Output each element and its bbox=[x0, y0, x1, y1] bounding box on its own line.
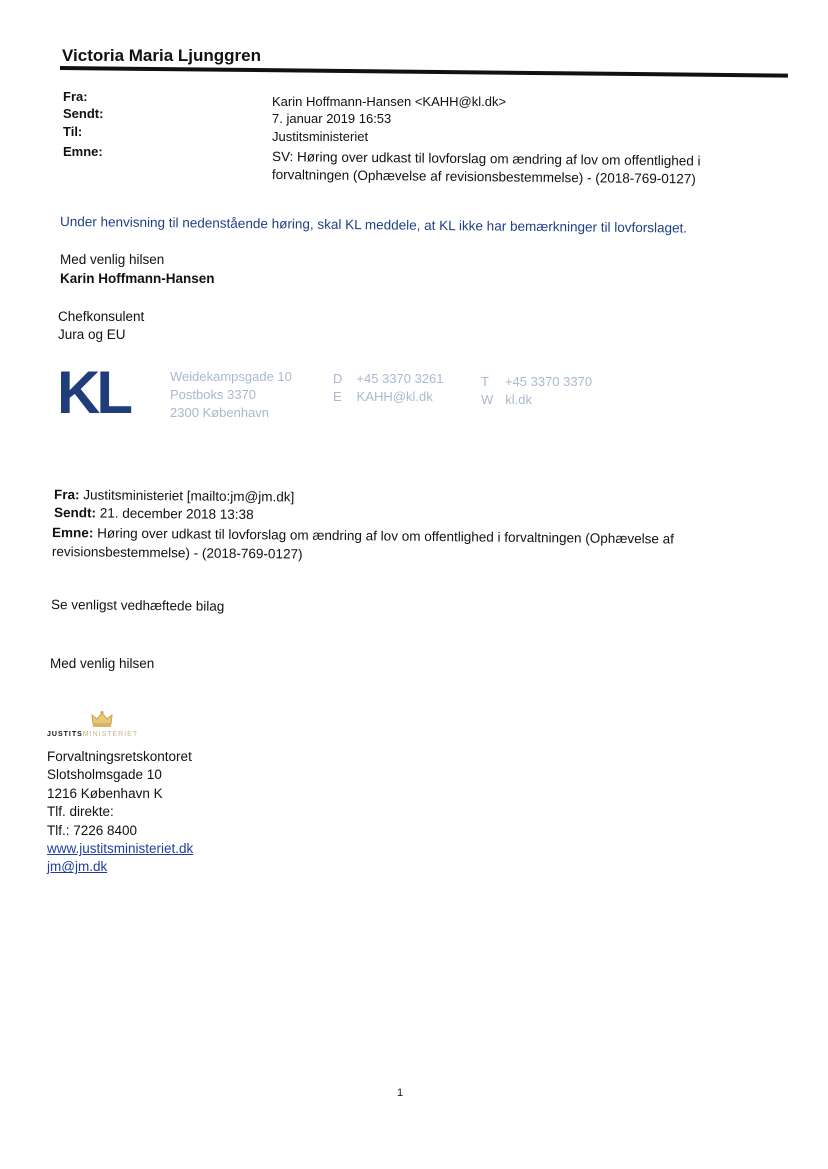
jm-office: Forvaltningsretskontoret bbox=[47, 749, 192, 764]
orig-sent-value: 21. december 2018 13:38 bbox=[99, 505, 254, 523]
orig-subject bbox=[52, 523, 732, 568]
jm-direct-phone: Tlf. direkte: bbox=[47, 804, 114, 820]
jm-email-link[interactable]: jm@jm.dk bbox=[47, 859, 108, 875]
kl-d-value: +45 3370 3261 bbox=[356, 371, 444, 386]
orig-subject-line-2: revisionsbestemmelse) - (2018-769-0127) bbox=[51, 543, 303, 562]
kl-address-line-1: Weidekampsgade 10 bbox=[170, 369, 292, 384]
orig-subject-line-1: Høring over udkast til lovforslag om ændring af lov om offentlighed i forvaltningen (Ophævelse af bbox=[97, 525, 674, 547]
orig-from bbox=[54, 487, 294, 505]
orig-sent-label: Sendt: bbox=[53, 505, 97, 521]
document-owner-name: Victoria Maria Ljunggren bbox=[62, 46, 262, 65]
jm-logo-faded: MINISTERIET bbox=[82, 731, 139, 738]
kl-t-label: T bbox=[481, 374, 489, 389]
orig-subject-label: Emne: bbox=[52, 525, 94, 541]
jm-website-link[interactable]: www.justitsministeriet.dk bbox=[47, 841, 194, 857]
jm-phone: Tlf.: 7226 8400 bbox=[47, 822, 138, 838]
subject-value bbox=[272, 148, 742, 189]
kl-address bbox=[170, 368, 292, 422]
subject-line-2: forvaltningen (Ophævelse af revisionsbestemmelse) - (2018-769-0127) bbox=[271, 166, 696, 187]
kl-e-label: E bbox=[333, 389, 342, 404]
sent-label: Sendt: bbox=[63, 106, 104, 121]
jm-address bbox=[47, 748, 193, 877]
reply-title: Chefkonsulent bbox=[58, 309, 145, 324]
kl-logo: KL bbox=[57, 359, 129, 426]
jm-city: 1216 København K bbox=[47, 785, 163, 801]
kl-e-value[interactable]: KAHH@kl.dk bbox=[356, 389, 433, 404]
orig-from-label: Fra: bbox=[53, 487, 80, 503]
kl-address-line-3: 2300 København bbox=[170, 405, 270, 420]
kl-contact-tw bbox=[481, 373, 592, 409]
kl-d-label: D bbox=[333, 371, 343, 386]
kl-w-label: W bbox=[481, 392, 494, 407]
subject-label: Emne: bbox=[63, 144, 103, 159]
kl-w-value[interactable]: kl.dk bbox=[505, 392, 533, 407]
jm-logo-bold: JUSTITS bbox=[47, 731, 83, 738]
kl-t-value: +45 3370 3370 bbox=[504, 374, 593, 389]
header-rule bbox=[60, 66, 788, 78]
from-label: Fra: bbox=[63, 89, 88, 104]
orig-from-value: Justitsministeriet [mailto:jm@jm.dk] bbox=[83, 487, 295, 505]
to-value: Justitsministeriet bbox=[272, 129, 369, 144]
orig-body: Se venligst vedhæftede bilag bbox=[50, 597, 225, 614]
kl-address-line-2: Postboks 3370 bbox=[170, 387, 257, 402]
subject-line-1: SV: Høring over udkast til lovforslag om ændring af lov om offentlighed i bbox=[272, 149, 701, 169]
reply-signer: Karin Hoffmann-Hansen bbox=[60, 271, 215, 286]
reply-department: Jura og EU bbox=[58, 327, 126, 342]
page-number: 1 bbox=[397, 1087, 404, 1099]
from-value: Karin Hoffmann-Hansen <KAHH@kl.dk> bbox=[272, 94, 507, 109]
to-label: Til: bbox=[63, 124, 83, 139]
jm-street: Slotsholmsgade 10 bbox=[47, 767, 162, 783]
orig-sent bbox=[54, 505, 254, 522]
justitsministeriet-logo bbox=[47, 731, 138, 738]
kl-contact-de bbox=[333, 370, 444, 406]
reply-greeting: Med venlig hilsen bbox=[60, 252, 165, 267]
reply-text: Under henvisning til nedenstående høring, skal KL meddele, at KL ikke har bemærkninger til lovforslaget. bbox=[59, 214, 688, 236]
orig-greeting: Med venlig hilsen bbox=[50, 656, 155, 671]
sent-value: 7. januar 2019 16:53 bbox=[272, 111, 392, 126]
